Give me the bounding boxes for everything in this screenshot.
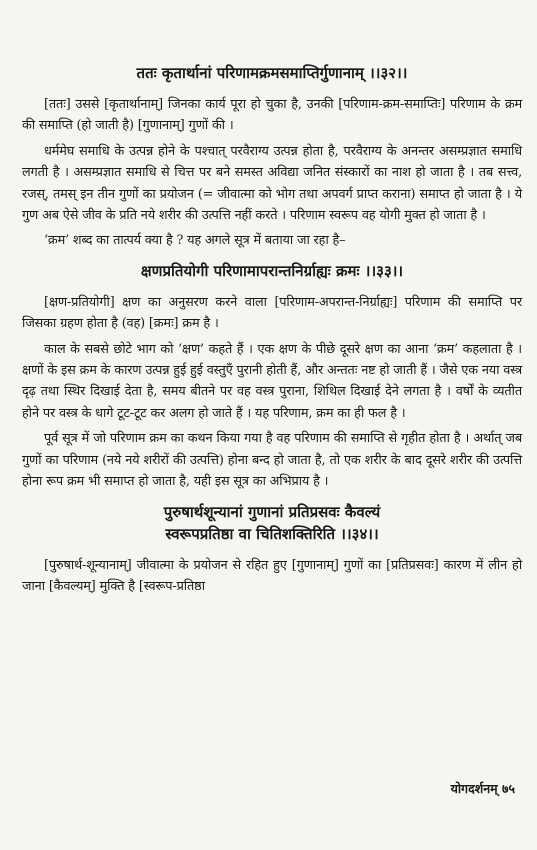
paragraph-explanation-33: काल के सबसे छोटे भाग को ‘क्षण’ कहते हैं । एक क्षण के पीछे दूसरे क्षण का आना ‘क्रम’ कहलाता है । क्षणों के इस क्रम के कारण उत्पन्न हुई हुई वस्तुएँ पुरानी होती हैं, और अन्ततः नष्ट हो जाती हैं । जैसे एक नया वस्त्र दृढ़ तथा स्थिर दिखाई देता है, समय बीतने पर वह वस्त्र पुराना, शिथिल दिखाई देने लगता है । वर्षों के व्यतीत होने पर वस्त्र के धागे टूट-टूट कर अलग हो जाते हैं । यह परिणाम, क्रम का ही फल है ।: [22, 341, 522, 421]
paragraph-summary-33: पूर्व सूत्र में जो परिणाम क्रम का कथन किया गया है वह परिणाम की समाप्ति से गृहीत होता है । अर्थात् जब गुणों का परिणाम (नये नये शरीरों की उत्पत्ति) होना बन्द हो जाता है, तो एक शरीर के बाद दूसरे शरीर की उत्पत्ति होना रूप क्रम भी समाप्त हो जाता है, यही इस सूत्र का अभिप्राय है ।: [22, 431, 522, 490]
paragraph-word-meaning-32: [ततः] उससे [कृतार्थानाम्] जिनका कार्य पूरा हो चुका है, उनकी [परिणाम-क्रम-समाप्तिः] परिणाम के क्रम की समाप्ति (हो जाती है) [गुणानाम्] गुणों की ।: [22, 97, 522, 134]
sutra-32-heading: ततः कृतार्थानां परिणामक्रमसमाप्तिर्गुणानाम् ।।३२।।: [136, 64, 408, 82]
paragraph-word-meaning-34: [पुरुषार्थ-शून्यानाम्] जीवात्मा के प्रयोजन से रहित हुए [गुणानाम्] गुणों का [प्रतिप्रसवः] कारण में लीन हो जाना [कैवल्यम्] मुक्ति है [स्वरूप-प्रतिष्ठा: [22, 557, 522, 594]
paragraph-transition: ‘क्रम’ शब्द का तात्पर्य क्या है ? यह अगले सूत्र में बताया जा रहा है–: [44, 233, 346, 249]
sutra-34-line-2: स्वरूपप्रतिष्ठा वा चितिशक्तिरिति ।।३४।।: [165, 524, 379, 543]
paragraph-explanation-32: धर्ममेघ समाधि के उत्पन्न होने के पश्चात् परवैराग्य उत्पन्न होता है, परवैराग्य के अनन्तर असम्प्रज्ञात समाधि लगती है । असम्प्रज्ञात समाधि से चित्त पर बने समस्त अविद्या जनित संस्कारों का नाश हो जाता है । तब सत्त्व, रजस्, तमस् इन तीन गुणों का प्रयोजन (= जीवात्मा को भोग तथा अपवर्ग प्राप्त कराना) समाप्त हो जाता है । ये गुण अब ऐसे जीव के प्रति नये शरीर की उत्पत्ति नहीं करते । परिणाम स्वरूप वह योगी मुक्त हो जाता है ।: [22, 143, 522, 224]
sutra-34-line-1: पुरुषार्थशून्यानां गुणानां प्रतिप्रसवः कैवल्यं: [163, 502, 381, 521]
paragraph-word-meaning-33: [क्षण-प्रतियोगी] क्षण का अनुसरण करने वाला [परिणाम-अपरान्त-निर्ग्राह्यः] परिणाम की समाप्ति पर जिसका ग्रहण होता है (वह) [क्रमः] क्रम है ।: [22, 294, 522, 332]
page-footer: योगदर्शनम् ७५: [450, 781, 515, 796]
sutra-33-heading: क्षणप्रतियोगी परिणामापरान्तनिर्ग्राह्यः क्रमः ।।३३।।: [140, 261, 404, 280]
sutra-34-heading: [22, 501, 522, 545]
page-body: [22, 62, 522, 601]
